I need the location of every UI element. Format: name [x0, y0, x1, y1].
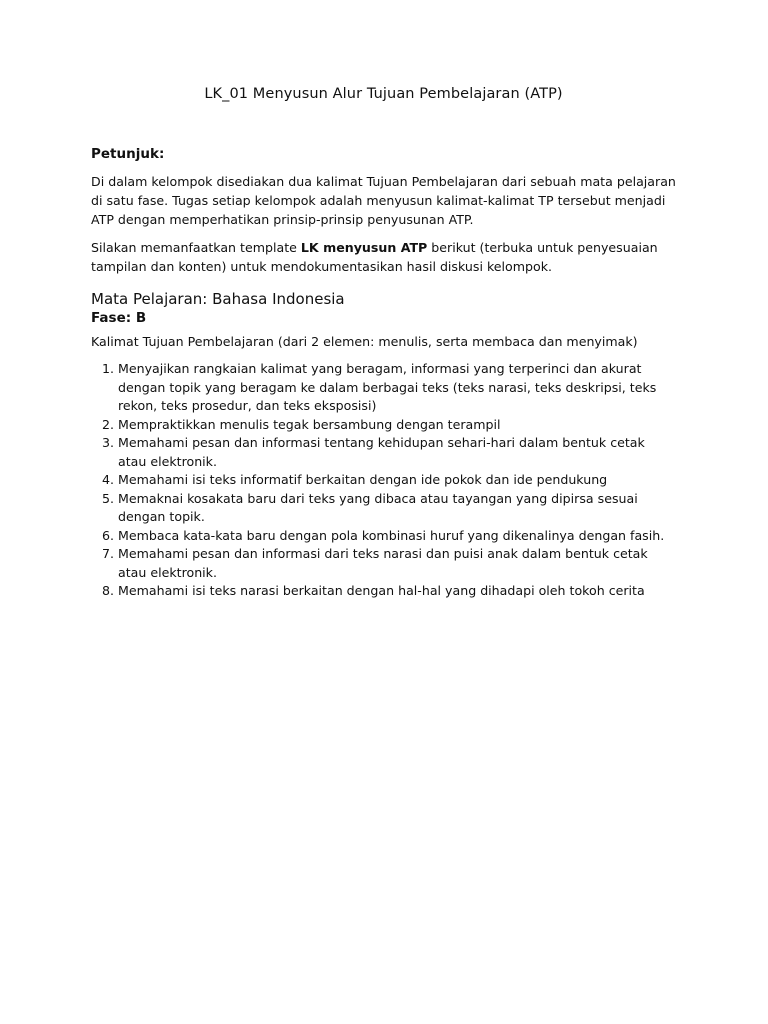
template-name: LK menyusun ATP — [300, 240, 428, 255]
template-paragraph — [91, 238, 676, 276]
subject-heading: Mata Pelajaran: Bahasa Indonesia — [91, 290, 345, 308]
template-text-after: berikut (terbuka untuk penyesuaian tampilan dan konten) untuk mendokumentasikan hasil diskusi kelompok. — [91, 240, 658, 274]
document-title: LK_01 Menyusun Alur Tujuan Pembelajaran (ATP) — [204, 86, 563, 102]
objective-item: 7. Memahami pesan dan informasi dari teks narasi dan puisi anak dalam bentuk cetak atau elektronik. — [118, 545, 676, 582]
objective-item: 1. Menyajikan rangkaian kalimat yang beragam, informasi yang terperinci dan akurat dengan topik yang beragam ke dalam berbagai teks (teks narasi, teks deskripsi, teks rekon, teks prosedur, dan teks eksposisi) — [118, 360, 676, 416]
phase-heading: Fase: B — [91, 310, 147, 326]
objective-item: 8. Memahami isi teks narasi berkaitan dengan hal-hal yang dihadapi oleh tokoh cerita — [118, 582, 676, 601]
objective-item: 6. Membaca kata-kata baru dengan pola kombinasi huruf yang dikenalinya dengan fasih. — [118, 527, 676, 546]
objective-item: 3. Memahami pesan dan informasi tentang kehidupan sehari-hari dalam bentuk cetak atau elektronik. — [118, 434, 676, 471]
objective-item: 5. Memaknai kosakata baru dari teks yang dibaca atau tayangan yang dipirsa sesuai dengan topik. — [118, 490, 676, 527]
objective-item: 2. Mempraktikkan menulis tegak bersambung dengan terampil — [118, 416, 676, 435]
template-text-before: Silakan memanfaatkan template — [91, 240, 301, 255]
instructions-label: Petunjuk: — [91, 146, 165, 162]
instructions-text: Di dalam kelompok disediakan dua kalimat Tujuan Pembelajaran dari sebuah mata pelajaran di satu fase. Tugas setiap kelompok adalah menyusun kalimat-kalimat TP tersebut menjadi ATP dengan memperhatikan prinsip-prinsip penyusunan ATP. — [91, 174, 676, 227]
document-page — [91, 86, 676, 601]
objectives-intro: Kalimat Tujuan Pembelajaran (dari 2 elemen: menulis, serta membaca dan menyimak) — [91, 334, 638, 349]
objective-item: 4. Memahami isi teks informatif berkaitan dengan ide pokok dan ide pendukung — [118, 471, 676, 490]
objectives-list — [91, 360, 676, 601]
